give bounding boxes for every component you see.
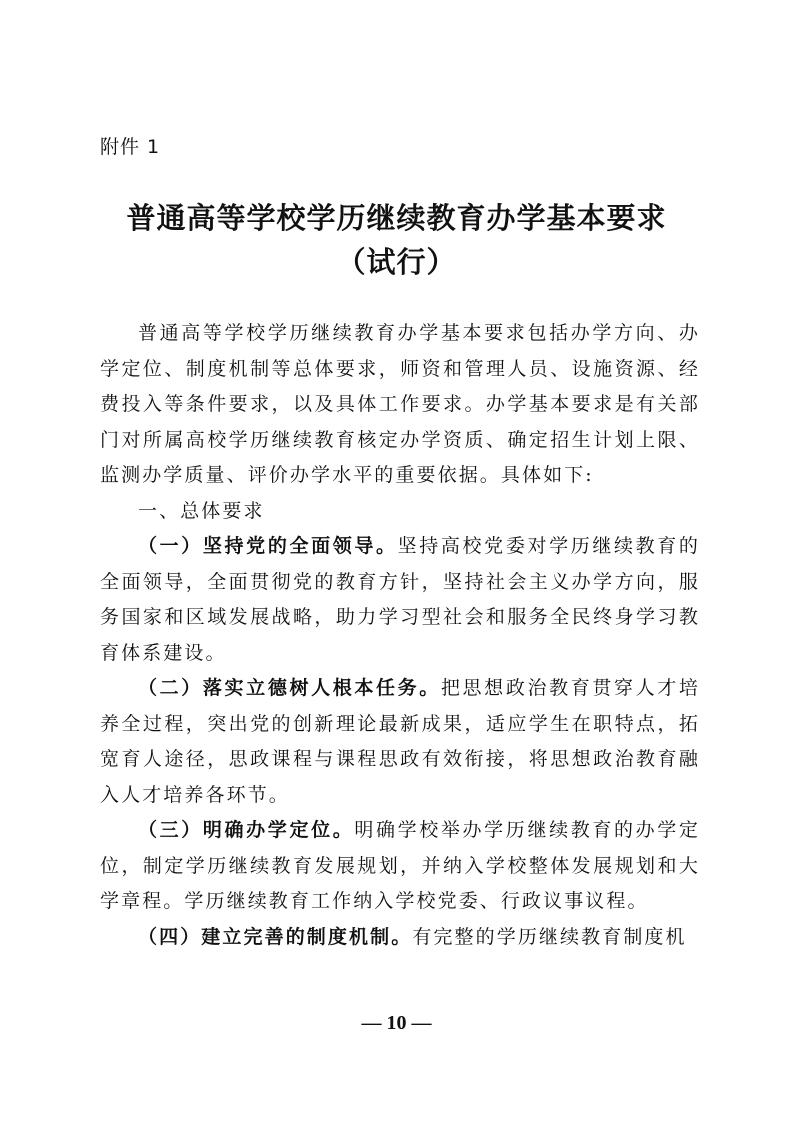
item-heading: （三）明确办学定位。	[138, 819, 355, 841]
item-heading: （二）落实立德树人根本任务。	[138, 677, 441, 699]
item-paragraph-4	[100, 920, 700, 956]
document-body	[100, 316, 700, 955]
document-subtitle: （试行）	[336, 245, 457, 279]
item-text: 明确学校举办学历继续教育的办学定位，制定学历继续教育发展规划，并纳入学校整体发展规划和大学章程。学历继续教育工作纳入学校党委、行政议事议程。	[100, 819, 700, 912]
item-paragraph-3	[100, 813, 700, 920]
item-heading: （一）坚持党的全面领导。	[138, 535, 398, 557]
item-heading: （四）建立完善的制度机制。	[138, 925, 413, 948]
section-heading: 一、总体要求	[138, 499, 265, 522]
item-paragraph-1	[100, 529, 700, 671]
item-text: 有完整的学历继续教育制度机	[412, 925, 687, 948]
attachment-label: 附件 1	[100, 136, 161, 158]
item-text: 把思想政治教育贯穿人才培养全过程，突出党的创新理论最新成果，适应学生在职特点，拓宽育人途径，思政课程与课程思政有效衔接，将思想政治教育融入人才培养各环节。	[100, 677, 700, 806]
item-text: 坚持高校党委对学历继续教育的全面领导，全面贯彻党的教育方针，坚持社会主义办学方向，服务国家和区域发展战略，助力学习型社会和服务全民终身学习教育体系建设。	[100, 535, 701, 664]
item-paragraph-2	[100, 671, 700, 813]
page-number: — 10 —	[361, 1012, 432, 1034]
document-title: 普通高等学校学历继续教育办学基本要求	[126, 201, 667, 235]
intro-paragraph: 普通高等学校学历继续教育办学基本要求包括办学方向、办学定位、制度机制等总体要求，师资和管理人员、设施资源、经费投入等条件要求，以及具体工作要求。办学基本要求是有关部门对所属高校学历继续教育核定办学资质、确定招生计划上限、监测办学质量、评价办学水平的重要依据。具体如下:	[100, 322, 700, 486]
